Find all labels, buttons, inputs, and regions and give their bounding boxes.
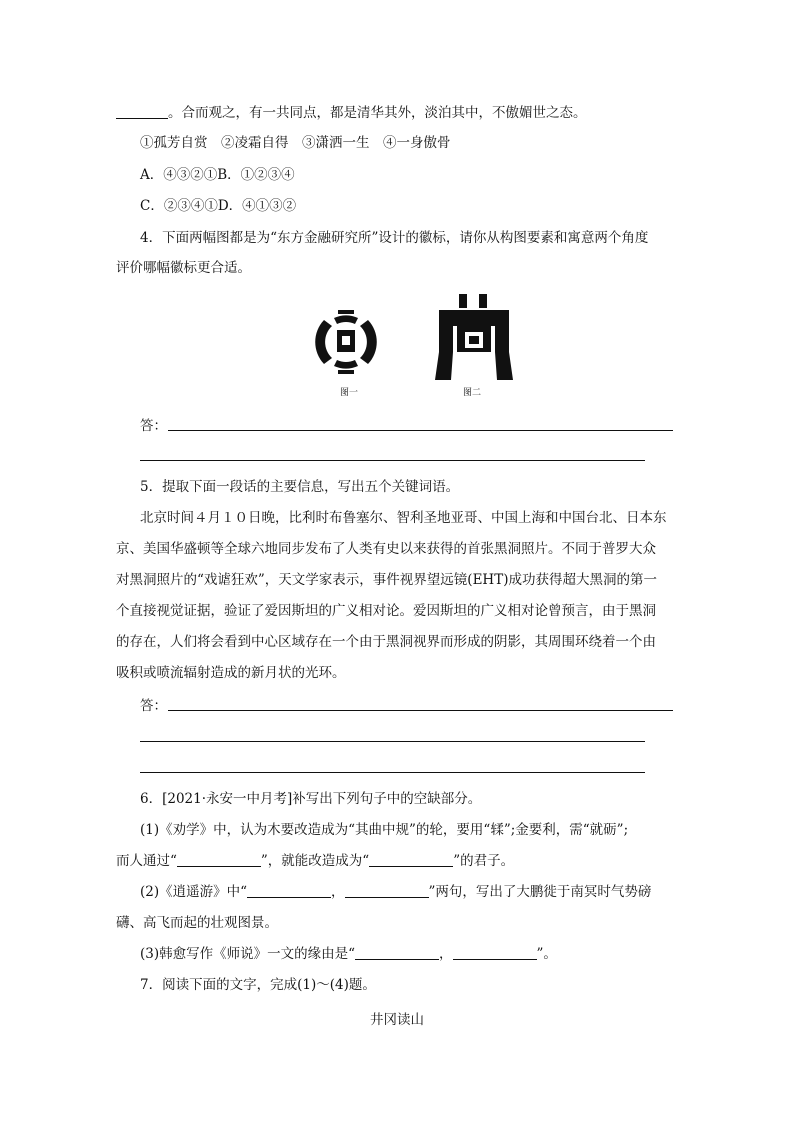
q3-options: ①孤芳自赏 ②凌霜自得 ③潇洒一生 ④一身傲骨 [140, 135, 451, 151]
q5-para-line: 对黑洞照片的“戏谑狂欢”，天文学家表示，事件视界望远镜(EHT)成功获得超大黑洞的第一 [116, 572, 657, 588]
q4-answer-label: 答： [140, 418, 167, 434]
passage-title: 井冈读山 [370, 1012, 424, 1028]
fill-blank[interactable] [345, 883, 429, 898]
q5-para-line: 个直接视觉证据，验证了爱因斯坦的广义相对论。爱因斯坦的广义相对论曾预言，由于黑洞 [116, 603, 656, 619]
answer-line[interactable] [140, 741, 645, 742]
answer-line[interactable] [140, 772, 645, 773]
q5-para-line: 吸积或喷流辐射造成的新月状的光环。 [116, 665, 346, 681]
fill-blank[interactable] [369, 852, 453, 867]
q4-question-cont: 评价哪幅徽标更合适。 [116, 260, 251, 276]
answer-blank[interactable] [116, 104, 168, 119]
logo-figure-two [433, 292, 515, 382]
fig2-caption: 图二 [463, 388, 482, 398]
q4-question: 4．下面两幅图都是为“东方金融研究所”设计的徽标，请你从构图要素和寓意两个角度 [140, 230, 649, 246]
q5-answer-label: 答： [140, 698, 167, 714]
fill-blank[interactable] [453, 945, 537, 960]
q5-para-line: 京、美国华盛顿等全球六地同步发布了人类有史以来获得的首张黑洞照片。不同于普罗大众 [116, 541, 656, 557]
fill-blank[interactable] [177, 852, 261, 867]
q6-sentence1: (1)《劝学》中，认为木要改造成为“其曲中规”的轮，要用“𫐓”;金要利，需“就砺”; [140, 822, 629, 838]
answer-line[interactable] [140, 460, 645, 461]
answer-line[interactable] [168, 710, 673, 711]
q3-choice-cd: C．②③④①D．④①③② [140, 198, 297, 214]
fig1-caption: 图一 [340, 388, 359, 398]
q5-question: 5．提取下面一段话的主要信息，写出五个关键词语。 [140, 479, 460, 495]
q6-sentence3: (3)韩愈写作《师说》一文的缘由是“ ， ”。 [140, 946, 557, 962]
fill-blank[interactable] [355, 945, 439, 960]
q6-sentence2-cont: 礴、高飞而起的壮观图景。 [116, 915, 278, 931]
q7-question: 7．阅读下面的文字，完成(1)～(4)题。 [140, 977, 376, 993]
q6-question: 6．[2021·永安一中月考]补写出下列句子中的空缺部分。 [140, 791, 482, 807]
q6-sentence2: (2)《逍遥游》中“ ， ”两句，写出了大鹏徙于南冥时气势磅 [140, 884, 652, 900]
q3-line1: 。合而观之，有一共同点，都是清华其外，淡泊其中，不傲媚世之态。 [116, 104, 587, 122]
q6-sentence1-cont: 而人通过“ ”，就能改造成为“ ”的君子。 [116, 853, 515, 869]
fill-blank[interactable] [247, 883, 331, 898]
q5-para-line: 北京时间４月１０日晚，比利时布鲁塞尔、智利圣地亚哥、中国上海和中国台北、日本东 [140, 510, 667, 526]
q3-choice-ab: A．④③②①B．①②③④ [140, 167, 295, 183]
q5-para-line: 的存在，人们将会看到中心区域存在一个由于黑洞视界而形成的阴影，其周围环绕着一个由 [116, 634, 656, 650]
logo-figure-one [308, 304, 384, 380]
answer-line[interactable] [168, 430, 673, 431]
